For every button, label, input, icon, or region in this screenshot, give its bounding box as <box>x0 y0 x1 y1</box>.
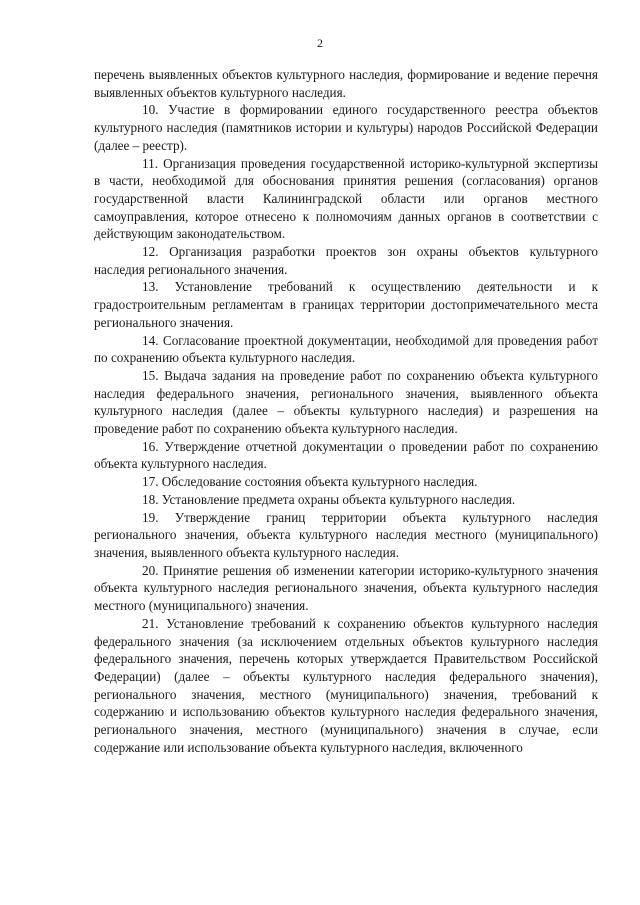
paragraph-item-12: 12. Организация разработки проектов зон охраны объектов культурного наследия регионального значения. <box>94 244 598 277</box>
document-body <box>94 66 598 756</box>
paragraph-continuation: перечень выявленных объектов культурного наследия, формирование и ведение перечня выявленных объектов культурного наследия. <box>94 67 598 100</box>
paragraph-item-11: 11. Организация проведения государственной историко-культурной экспертизы в части, необходимой для обоснования принятия решения (согласования) органов государственной власти Калининградской области или органов местного самоуправления, которое отнесено к полномочиям данных органов в соответствии с действующим законодательством. <box>94 155 598 242</box>
paragraph-item-19: 19. Утверждение границ территории объекта культурного наследия регионального значения, объекта культурного наследия местного (муниципального) значения, выявленного объекта культурного наследия. <box>94 509 598 560</box>
paragraph-item-20: 20. Принятие решения об изменении категории историко-культурного значения объекта культурного наследия регионального значения, объекта культурного наследия местного (муниципального) значения. <box>94 562 598 614</box>
paragraph-item-21: 21. Установление требований к сохранению объектов культурного наследия федерального значения (за исключением отдельных объектов культурного наследия федерального значения, перечень которых утверждается Правительством Российской Федерации) (далее – объекты культурного наследия федерального значения), регионального значения, местного (муниципального) значения, требований к содержанию и использованию объектов культурного наследия федерального значения, регионального значения, местного (муниципального) значения в случае, если содержание или использование объекта культурного наследия, включенного <box>94 615 598 755</box>
paragraph-item-13: 13. Установление требований к осуществлению деятельности и к градостроительным регламентам в границах территории достопримечательного места регионального значения. <box>94 279 598 330</box>
paragraph-item-18: 18. Установление предмета охраны объекта культурного наследия. <box>142 491 516 507</box>
paragraph-item-15: 15. Выдача задания на проведение работ по сохранению объекта культурного наследия федерального значения, регионального значения, выявленного объекта культурного наследия (далее – объекты культурного наследия) и разрешения на проведение работ по сохранению объекта культурного наследия. <box>94 367 598 437</box>
paragraph-item-17: 17. Обследование состояния объекта культурного наследия. <box>142 474 478 490</box>
paragraph-item-10: 10. Участие в формировании единого государственного реестра объектов культурного наследия (памятников истории и культуры) народов Российской Федерации (далее – реестр). <box>94 102 598 153</box>
page-number: 2 <box>317 36 323 50</box>
paragraph-item-14: 14. Согласование проектной документации, необходимой для проведения работ по сохранению объекта культурного наследия. <box>94 332 598 366</box>
paragraph-item-16: 16. Утверждение отчетной документации о проведении работ по сохранению объекта культурного наследия. <box>94 438 598 472</box>
